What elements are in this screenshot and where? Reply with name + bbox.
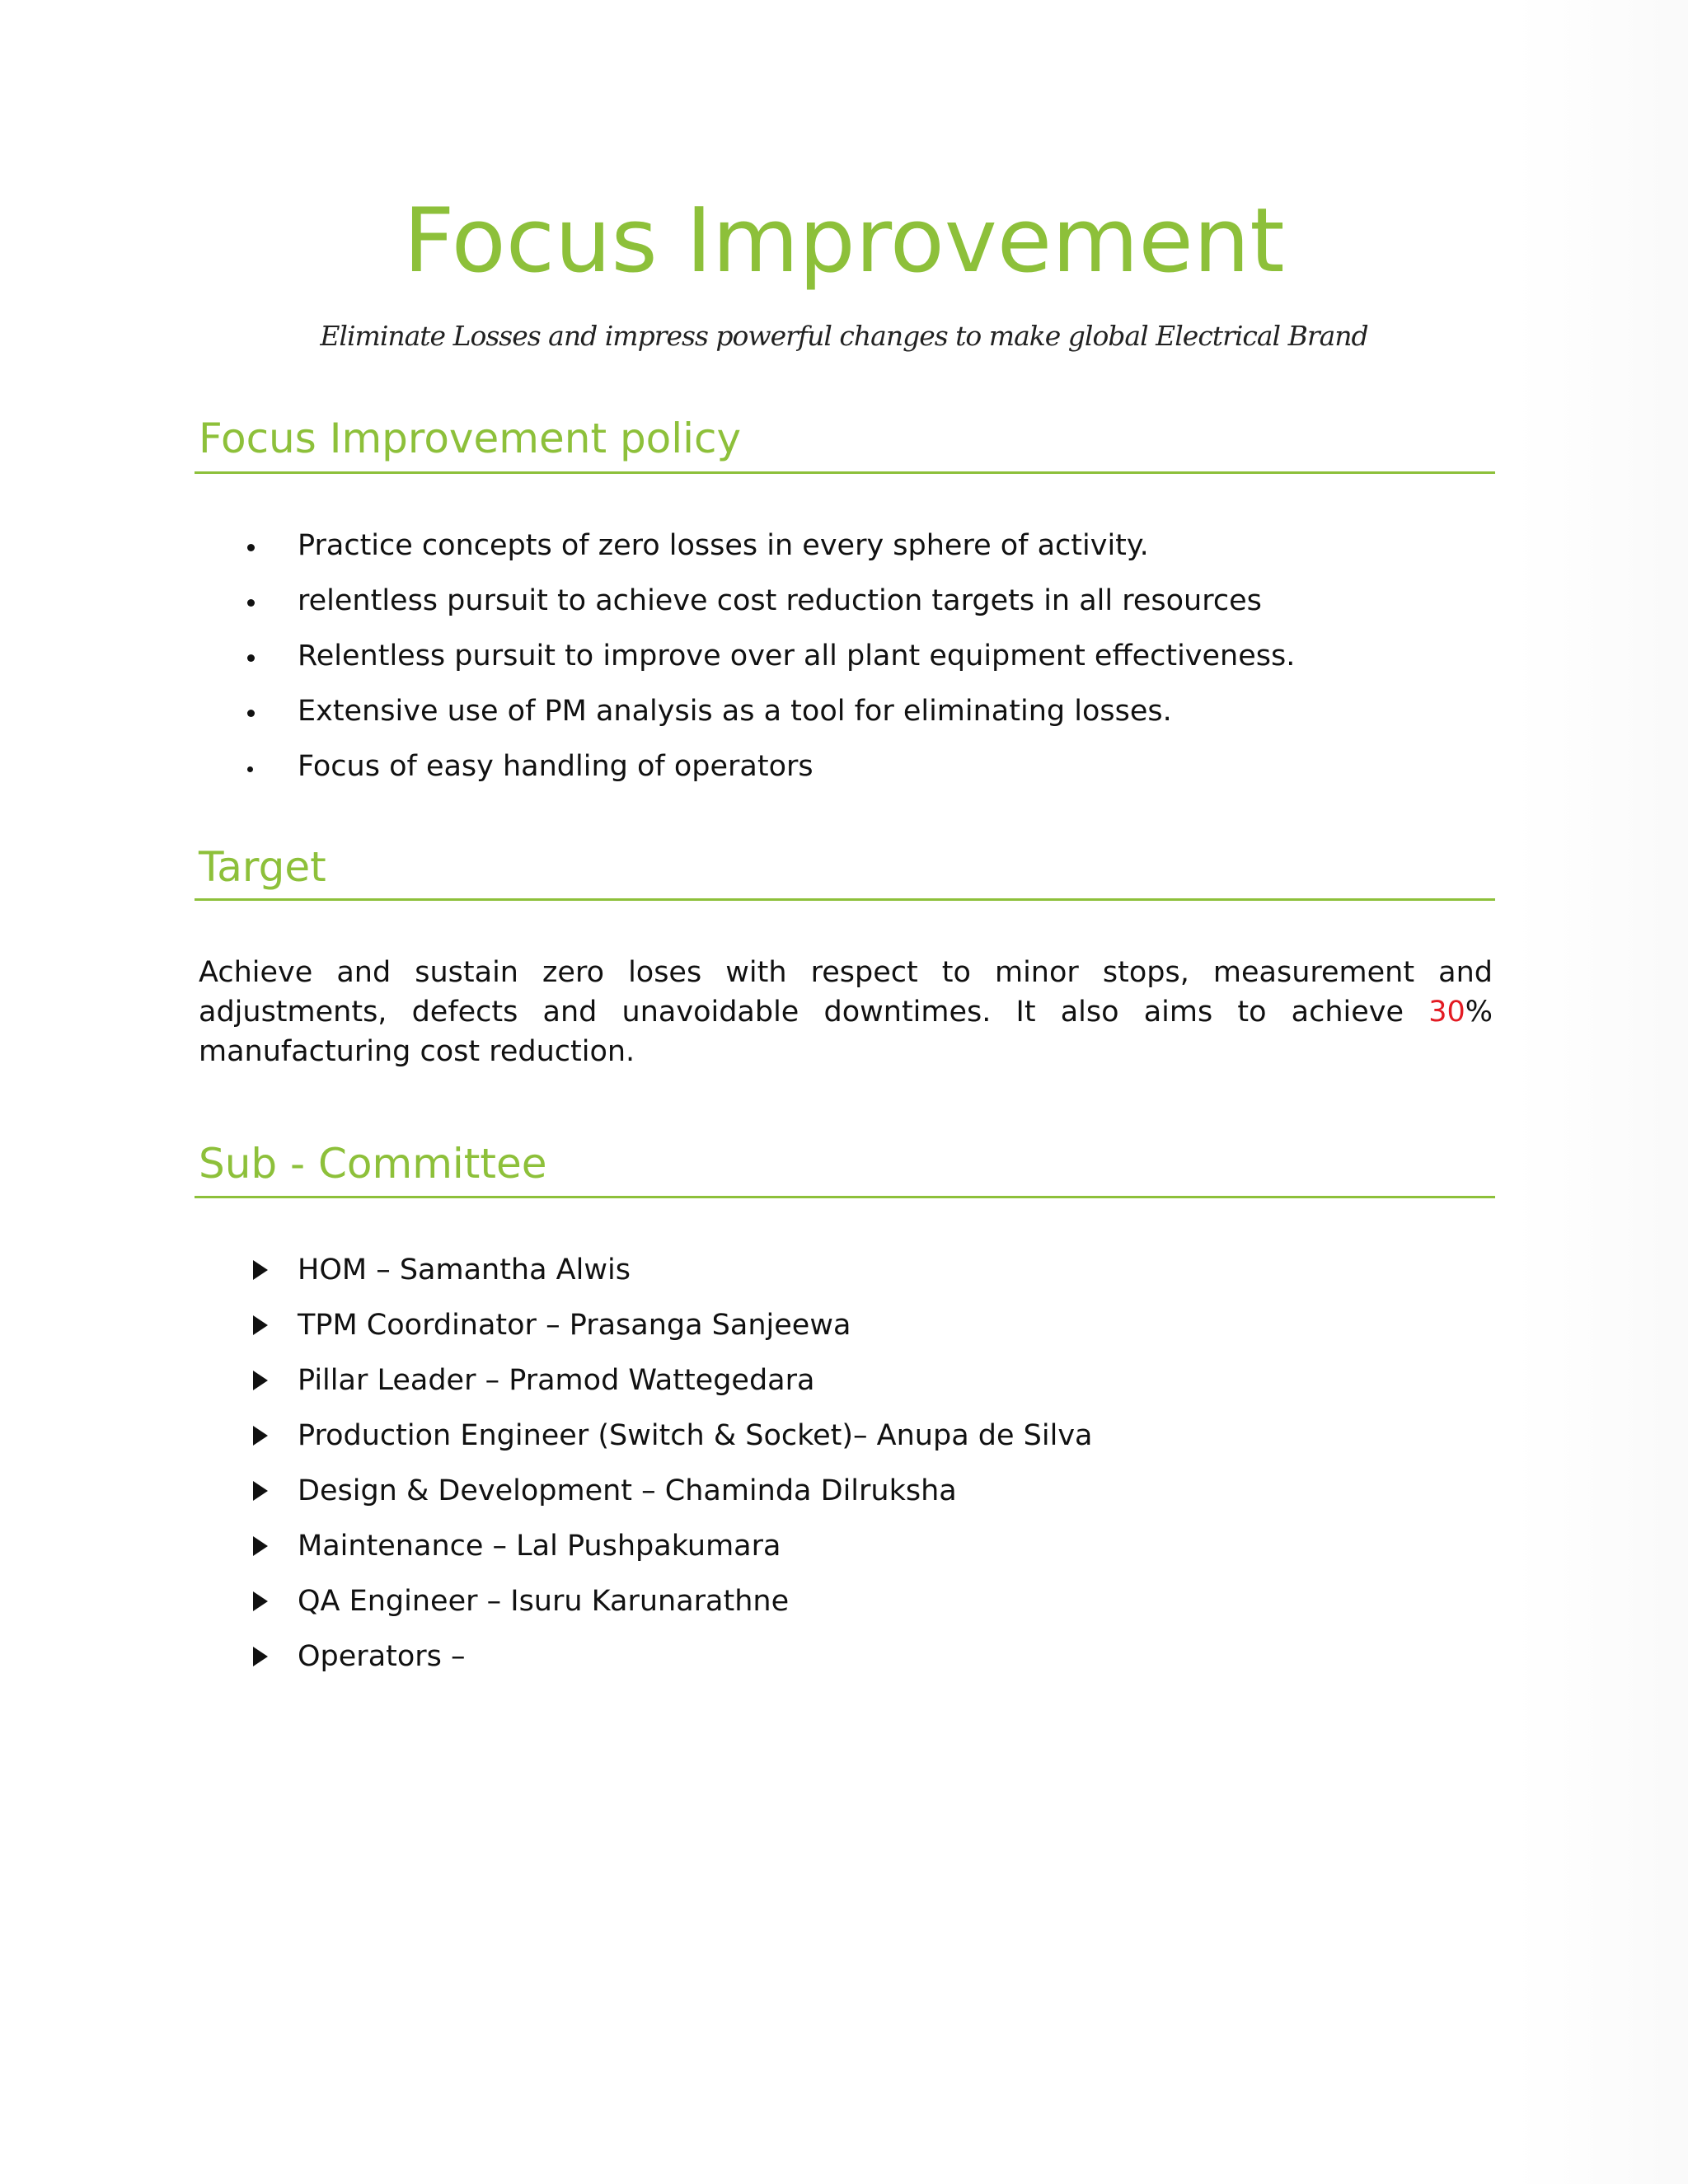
target-text-end: % manufacturing cost reduction. [199,996,1493,1068]
target-text-start: Achieve and sustain zero loses with respect to minor stops, measurement and adjustments, defects and unavoidable downtimes. It also aims to achieve [199,956,1493,1029]
page-title: Focus Improvement [403,190,1285,293]
committee-member: Operators – [298,1640,466,1673]
policy-item-text: Practice concepts of zero losses in every sphere of activity. [298,529,1149,562]
committee-member: Production Engineer (Switch & Socket)– Anupa de Silva [298,1419,1093,1452]
triangle-bullet-icon [253,1536,268,1556]
section-divider [195,898,1495,901]
target-paragraph [199,953,1493,1071]
bullet-icon [247,710,255,717]
triangle-bullet-icon [253,1481,268,1501]
page-subtitle: Eliminate Losses and impress powerful changes to make global Electrical Brand [320,320,1368,352]
committee-member: TPM Coordinator – Prasanga Sanjeewa [298,1309,851,1342]
section-divider [195,471,1495,474]
triangle-bullet-icon [253,1260,268,1280]
committee-member: QA Engineer – Isuru Karunarathne [298,1585,790,1618]
section-heading-policy: Focus Improvement policy [199,415,742,462]
policy-item-text: Relentless pursuit to improve over all plant equipment effectiveness. [298,640,1296,673]
page-edge-shading [1515,0,1688,2184]
committee-member: Pillar Leader – Pramod Wattegedara [298,1364,815,1397]
bullet-icon [247,544,255,551]
policy-item-text: Focus of easy handling of operators [298,750,814,783]
committee-member: Design & Development – Chaminda Dilruksha [298,1474,957,1507]
triangle-bullet-icon [253,1315,268,1335]
triangle-bullet-icon [253,1647,268,1666]
triangle-bullet-icon [253,1426,268,1446]
target-percentage: 30 [1428,996,1465,1029]
section-heading-committee: Sub - Committee [199,1140,547,1188]
committee-member: Maintenance – Lal Pushpakumara [298,1530,781,1563]
section-divider [195,1196,1495,1198]
committee-member: HOM – Samantha Alwis [298,1254,631,1286]
triangle-bullet-icon [253,1591,268,1611]
policy-item-text: relentless pursuit to achieve cost reduction targets in all resources [298,584,1262,617]
policy-item-text: Extensive use of PM analysis as a tool for eliminating losses. [298,695,1172,728]
bullet-icon [247,766,253,772]
section-heading-target: Target [199,843,326,891]
bullet-icon [247,654,255,662]
bullet-icon [247,599,255,607]
triangle-bullet-icon [253,1371,268,1390]
